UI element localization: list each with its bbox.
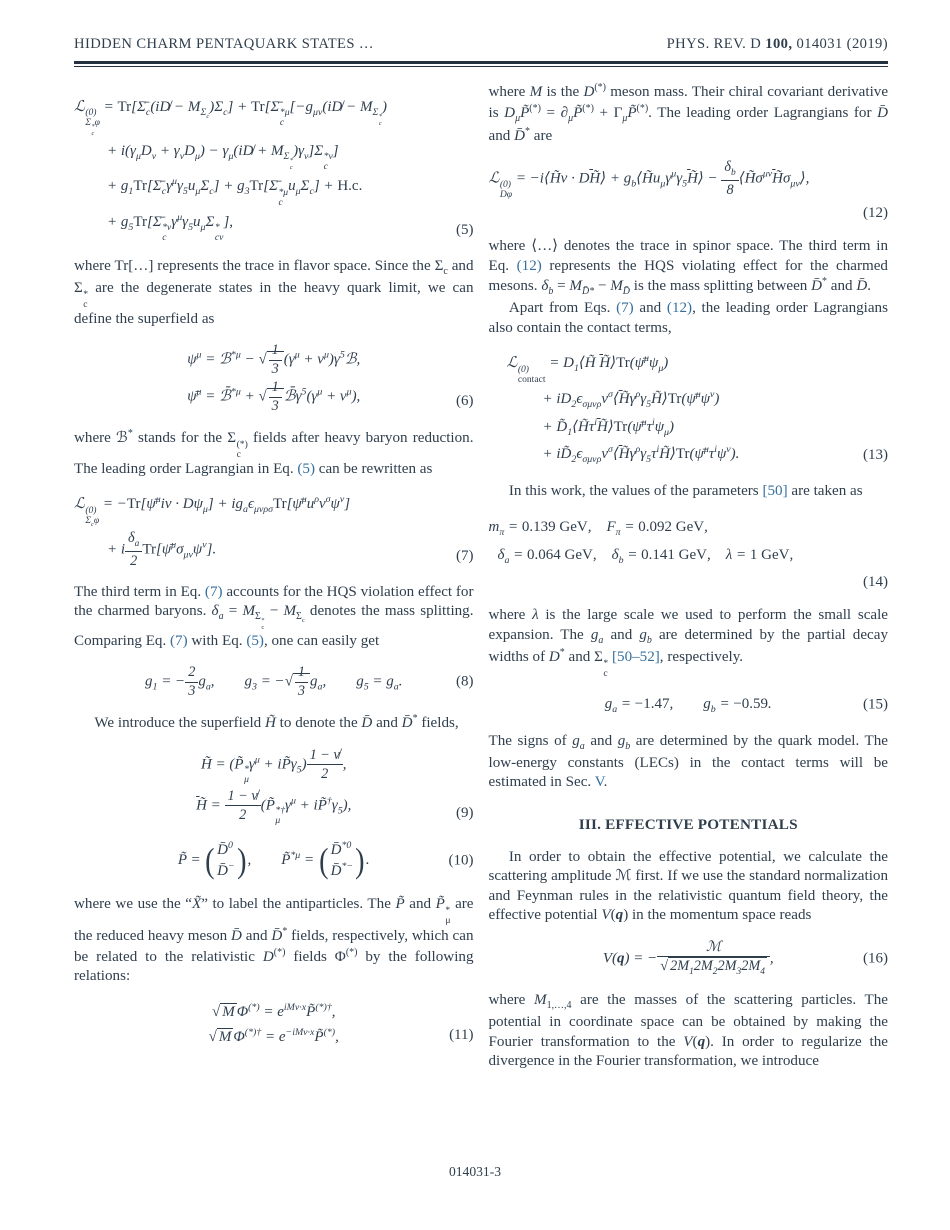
equation-line: P̃ = ( D̄$^0$ D̄− ) , P̃$^{*\mu}$ = ( D̄$^{*0}$ D̄*− ) .: [177, 840, 370, 880]
equation-line: + i $\frac{\delta_a}{2}$ $Tr[\psī^\mu\sigma_{\mu\nu}\psi^\nu]$.: [107, 530, 217, 569]
equation-line: $g_a = -1.47$, $g_b = -0.59$.: [604, 696, 772, 716]
page-number: 014031-3: [448, 1164, 502, 1179]
journal-reference: [667, 36, 888, 53]
header-rule: [74, 61, 888, 67]
equation-number: (6): [456, 392, 474, 409]
journal-volume: 100,: [765, 36, 793, 52]
equation-7: [74, 493, 474, 569]
equation-number: (10): [448, 852, 474, 869]
paragraph: Apart from Eqs. (7) and (12), the leading order Lagrangians also contain the contact terms,: [488, 300, 888, 336]
two-column-body: [74, 82, 888, 1072]
equation-number: (5): [456, 221, 474, 238]
running-header: [74, 36, 888, 53]
paragraph: We introduce the superfield H̃ to denote the D̄ and D̄* fields,: [94, 713, 459, 732]
running-title: HIDDEN CHARM PENTAQUARK STATES …: [74, 36, 374, 52]
equation-line: $g_1$ = − $\frac{2}{3}$ $g_a$, $g_3$ = −√ $\frac{1}{3}$ $g_a$, $g_5 = g_a$.: [145, 664, 403, 700]
header-rule-thick: [74, 61, 888, 64]
paragraph: where M is the D(*) meson mass. Their chiral covariant derivative is $D_\mu P̃^{(*)}$ = $\partial_\mu P̃^{(*)}$ + $\Gamma_\mu P̃^{(*)}$. The leading order Lagrangians for D̄ and D̄* are: [488, 82, 889, 144]
paragraph: where we use the “X̃” to label the antiparticles. The P̃ and P̃ * μ are the reduced heavy meson D̄ and D̄* fields, respectively, which can be related to the relativistic D(*) fields Φ(*) by the following relations:: [74, 896, 474, 985]
equation-number: (11): [449, 1027, 474, 1044]
equation-line: V(q) = − $\frac{\text{ℳ}}{√ 2M_12M_22M_32M_4}$ ,: [602, 938, 774, 977]
equation-line: √ M $\Phi^{(*)\dagger} = e^{-iMv\cdot x}P̃^{(*)}$,: [208, 1027, 339, 1046]
equation-number: (7): [456, 547, 474, 564]
equation-line: ℒ (0) contact = $D_1⟨H̃$ $H̃⟩Tr(\psī^\mu\psi_\mu)$: [506, 353, 669, 385]
equation-line: $\psi^\mu$ = ℬ$^{*\mu}$ − √ $\frac{1}{3}$ ($\gamma^\mu$ + $v^\mu)\gamma^5ℬ$,: [187, 342, 361, 378]
equation-line: H̃ = $\frac{1 - v̸}{2}$ (P̃ *† μ $\gamma^\mu$ + $iP̃^\dagger\gamma_5$),: [196, 787, 352, 827]
equation-number: (15): [863, 696, 888, 713]
equation-16: [489, 940, 889, 978]
paragraph: The third term in Eq. (7) accounts for the HQS violation effect for the charmed baryons. $\delta_a = M_{\Sigma * c}$ − $M_{\Sigma_c}$ denotes the mass splitting. Comparing Eq. (7) with Eq. (5), one can easily get: [74, 583, 474, 649]
paragraph: In this work, the values of the parameters [50] are taken as: [508, 483, 863, 500]
equation-10: [74, 840, 474, 881]
equation-line: + $D̃_1⟨H̃\tau^iH̃⟩Tr(\psī^\mu\tau^i\psi_\mu)$: [542, 416, 675, 438]
paragraph: The signs of $g_a$ and $g_b$ are determined by the quark model. The low-energy constants (LECs) in the contact terms will be estimated in Sec. V.: [488, 732, 889, 791]
section-heading: III. EFFECTIVE POTENTIALS: [578, 815, 798, 833]
equation-line: ℒ (0) $\Sigma_c\varphi$ = −Tr[ψ̄$^\mu$iv · $D\psi_\mu$] + $ig_a\epsilon_{\mu\nu\rho\sigma}Tr[\psī^\mu u^\rho v^\sigma\psi^\nu]$: [74, 494, 351, 528]
equation-line: ℒ (0) Dφ = −i⟨H̃v · DH̃⟩ + $g_b⟨H̃u_\mu\gamma^\mu\gamma_5H̃⟩$ − $\frac{\delta_b}{8}$ $⟨H̃\sigma^{\mu\nu}H̃\sigma_{\mu\nu}⟩$,: [488, 159, 810, 200]
equation-line: H̃ = (P̃ * μ $\gamma^\mu$ + $iP̃\gamma_5$) $\frac{1 - v̸}{2}$ ,: [200, 746, 347, 786]
equation-line: + $i(\gamma_\mu D_\nu + \gamma_\nu D_\mu)$ − $\gamma_\mu(iD̸ + M_{\Sigma * c}$ )$\gamma_\nu]\Sigma$ *ν c ]: [107, 143, 339, 173]
equation-12: [489, 160, 889, 223]
left-column: [74, 82, 474, 1072]
paragraph: where ⟨…⟩ denotes the trace in spinor space. The third term in Eq. (12) represents the HQS violating effect for the charmed mesons. $\delta_b = M_{D̄*} - M_{D̄}$ is the mass splitting between D̄* and D̄.: [488, 238, 888, 298]
equation-line: $\delta_a = 0.064$ GeV, $\delta_b = 0.141$ GeV, λ = 1 GeV,: [497, 546, 794, 566]
equation-number: (16): [863, 949, 888, 966]
paragraph: where ℬ* stands for the Σ (*) c fields after heavy baryon reduction. The leading order Lagrangian in Eq. (5) can be rewritten as: [74, 428, 474, 477]
equation-11: [74, 1001, 474, 1049]
equation-line: ψ̄$^\mu$ = ℬ̄$^{*\mu}$ + √ $\frac{1}{3}$ $ℬ̄\gamma^5(\gamma^\mu + v^\mu)$,: [187, 379, 361, 415]
equation-13: [489, 352, 889, 468]
equation-number: (14): [863, 573, 888, 590]
equation-line: + $g_1Tr[\Sigmā_c\gamma^\mu\gamma_5u_\mu\Sigma_c]$ + $g_3Tr[\Sigmā$ *μ c $u_\mu\Sigma_c] + H.c$.: [107, 176, 363, 208]
equation-number: (12): [863, 204, 888, 221]
equation-line: + $iD̃_2\epsilon_{\sigma\mu\nu\rho}v^\sigma⟨H̃\gamma^\rho\gamma_5\tau^iH̃⟩Tr(\psī^\mu\tau^i\psi^\nu)$.: [542, 444, 740, 466]
equation-14: [489, 516, 889, 592]
equation-line: + $iD_2\epsilon_{\sigma\mu\nu\rho}v^\sigma⟨H̃\gamma^\rho\gamma_5H̃⟩Tr(\psī^\mu\psi^\nu)$: [542, 388, 720, 410]
equation-9: [74, 748, 474, 827]
equation-5: [74, 96, 474, 243]
equation-number: (13): [863, 446, 888, 463]
equation-line: ℒ (0) Σ * c φ = $Tr[\Sigmā_c(iD̸ - M_{\Sigma_c})\Sigma_c]$ + Tr[Σ̄ *μ c [$-g_{\mu\nu}(iD̸ - M_{\Sigma * c}$ ): [74, 99, 388, 137]
equation-line: + $g_5Tr[\Sigmā$ *ν c $\gamma^\mu\gamma_5u_\mu\Sigma$ * cν ],: [107, 211, 234, 244]
equation-line: √ M $\Phi^{(*)} = e^{iMv\cdot x}P̃^{(*)\dagger}$,: [211, 1001, 336, 1020]
equation-number: (9): [456, 804, 474, 821]
paragraph: where Tr[…] represents the trace in flavor space. Since the $\Sigma_c$ and Σ * c are the degenerate states in the heavy quark limit, we can define the superfield as: [74, 258, 474, 327]
equation-line: $m_\pi = 0.139$ GeV, $F_\pi = 0.092$ GeV,: [488, 518, 708, 538]
right-column: [489, 82, 889, 1072]
paragraph: where λ is the large scale we used to perform the small scale expansion. The $g_a$ and $g_b$ are determined by the partial decay widths of D* and Σ * c [50–52], respectively.: [488, 606, 888, 679]
paragraph: where $M_{1,\dots,4}$ are the masses of the scattering particles. The potential in coordinate space can be obtained by making the Fourier transformation to the V(q). In order to regularize the divergence in the Fourier transformation, we introduce: [488, 992, 888, 1070]
journal-name: PHYS. REV. D: [666, 36, 766, 52]
equation-6: [74, 343, 474, 414]
equation-number: (8): [456, 673, 474, 690]
equation-15: [489, 693, 889, 718]
header-rule-thin: [74, 66, 888, 67]
journal-issue: 014031 (2019): [792, 36, 888, 52]
equation-8: [74, 665, 474, 699]
paragraph: In order to obtain the effective potential, we calculate the scattering amplitude ℳ first. If we use the standard normalization and Feynman rules in the relativistic quantum field theory, the effective potential V(q) in the momentum space reads: [488, 848, 888, 924]
